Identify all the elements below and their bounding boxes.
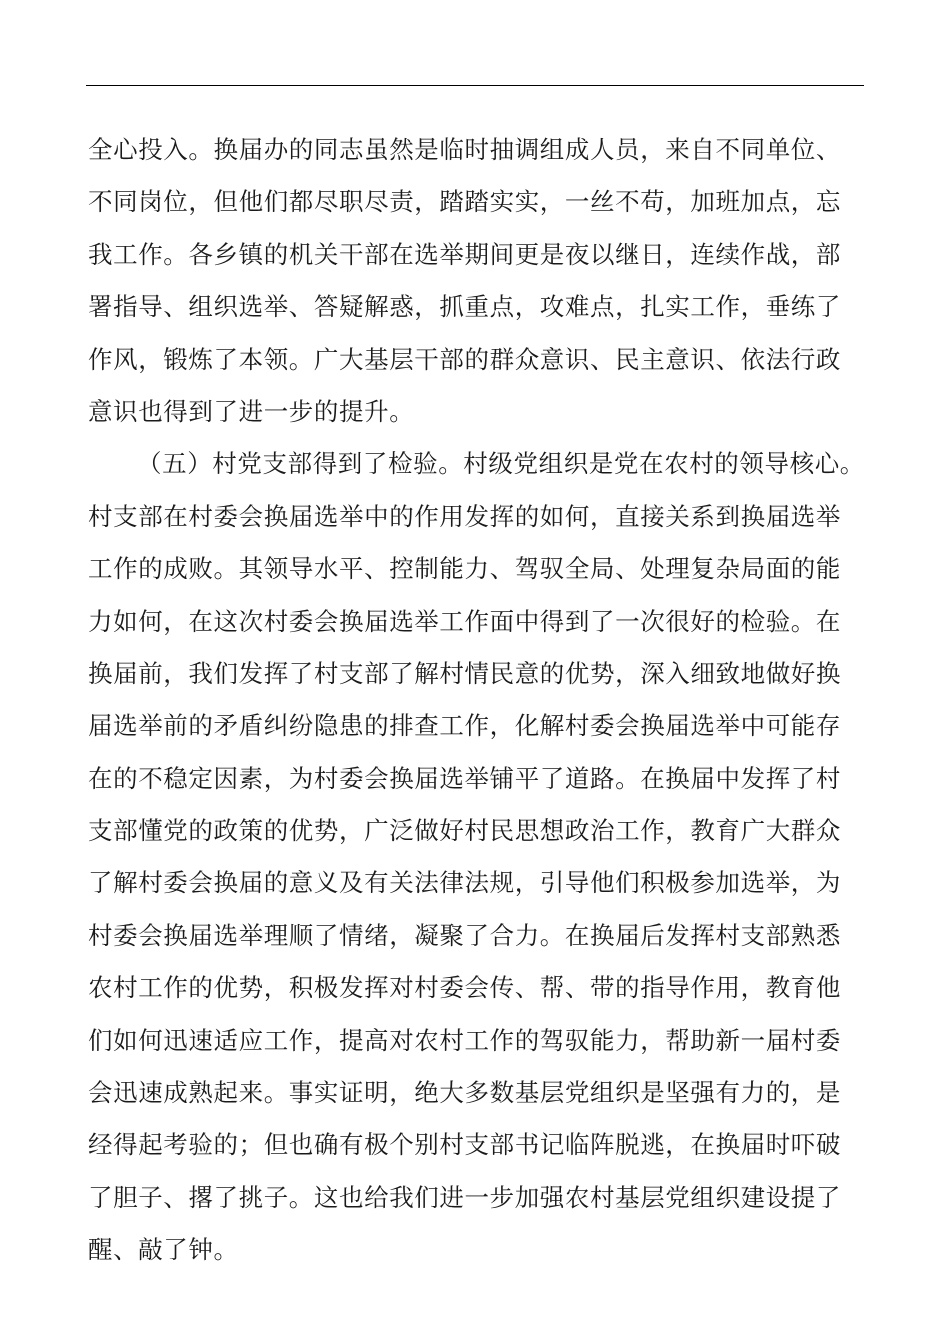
text-line: 村委会换届选举理顺了情绪，凝聚了合力。在换届后发挥村支部熟悉 <box>88 920 841 950</box>
text-line: 村支部在村委会换届选举中的作用发挥的如何，直接关系到换届选举 <box>88 501 841 531</box>
text-line: 意识也得到了进一步的提升。 <box>88 396 415 426</box>
body-text <box>88 124 868 1277</box>
text-line: 不同岗位，但他们都尽职尽责，踏踏实实，一丝不苟，加班加点，忘 <box>88 187 841 217</box>
text-line: 在的不稳定因素，为村委会换届选举铺平了道路。在换届中发挥了村 <box>88 763 841 793</box>
section-heading-line: （五）村党支部得到了检验。村级党组织是党在农村的领导核心。 <box>137 449 865 479</box>
text-line: 支部懂党的政策的优势，广泛做好村民思想政治工作，教育广大群众 <box>88 816 841 846</box>
text-line: 工作的成败。其领导水平、控制能力、驾驭全局、处理复杂局面的能 <box>88 554 841 584</box>
text-line: 了胆子、撂了挑子。这也给我们进一步加强农村基层党组织建设提了 <box>88 1182 841 1212</box>
text-line: 全心投入。换届办的同志虽然是临时抽调组成人员，来自不同单位、 <box>88 135 841 164</box>
text-line: 我工作。各乡镇的机关干部在选举期间更是夜以继日，连续作战，部 <box>88 239 841 269</box>
text-line: 力如何，在这次村委会换届选举工作面中得到了一次很好的检验。在 <box>88 606 841 636</box>
text-line: 醒、敲了钟。 <box>88 1235 239 1265</box>
text-line: 会迅速成熟起来。事实证明，绝大多数基层党组织是坚强有力的，是 <box>88 1078 841 1108</box>
text-line: 换届前，我们发挥了村支部了解村情民意的优势，深入细致地做好换 <box>88 658 841 688</box>
text-line: 届选举前的矛盾纠纷隐患的排查工作，化解村委会换届选举中可能存 <box>88 711 841 741</box>
header-rule <box>86 85 864 86</box>
text-line: 们如何迅速适应工作，提高对农村工作的驾驭能力，帮助新一届村委 <box>88 1025 841 1055</box>
text-line: 署指导、组织选举、答疑解惑，抓重点，攻难点，扎实工作，垂练了 <box>88 292 841 322</box>
text-line: 作风，锻炼了本领。广大基层干部的群众意识、民主意识、依法行政 <box>88 344 841 374</box>
text-line: 农村工作的优势，积极发挥对村委会传、帮、带的指导作用，教育他 <box>88 973 841 1003</box>
text-line: 了解村委会换届的意义及有关法律法规，引导他们积极参加选举，为 <box>88 868 841 898</box>
text-line: 经得起考验的；但也确有极个别村支部书记临阵脱逃，在换届时吓破 <box>88 1130 841 1160</box>
